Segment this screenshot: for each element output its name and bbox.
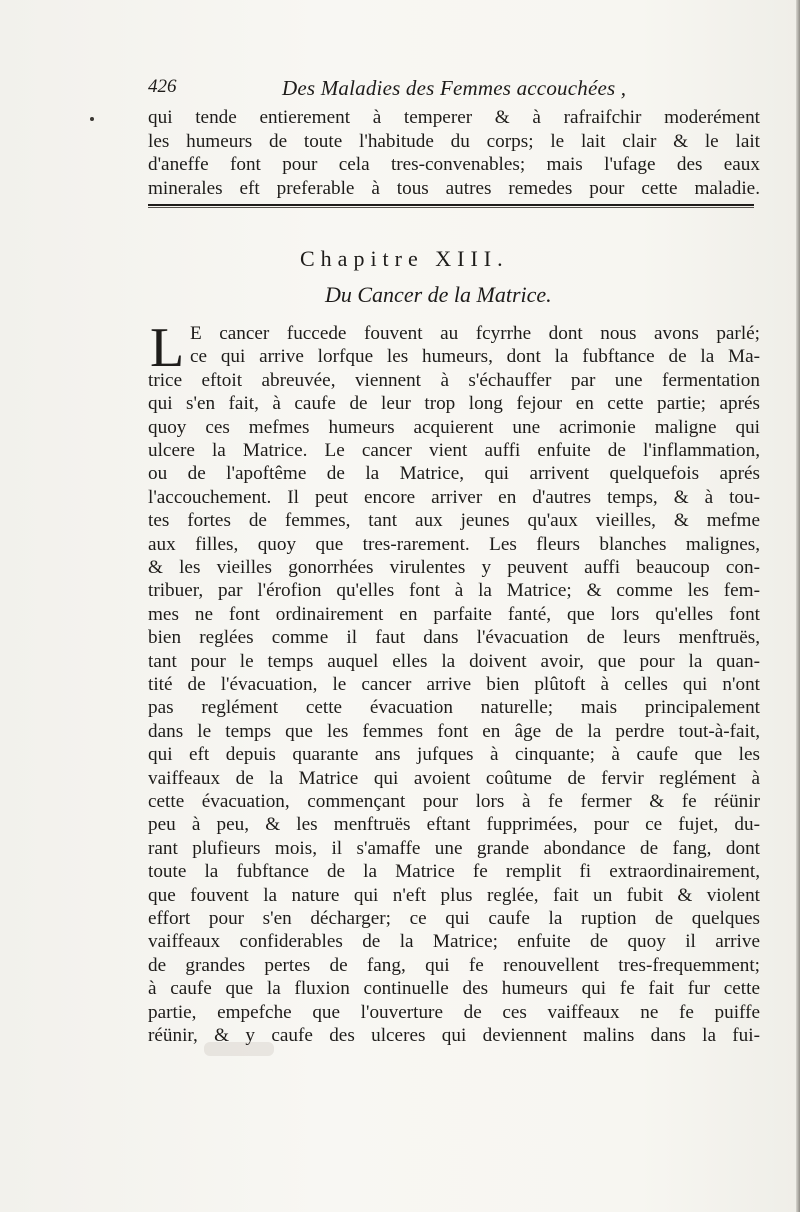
text-line: tant pour le temps auquel elles la doivent avoir, que pour la quan-: [148, 650, 760, 672]
ink-smudge: [204, 1042, 274, 1056]
page-header: [148, 76, 668, 102]
text-line: qui tende entierement à temperer & à rafraifchir moderément: [148, 107, 760, 128]
text-line: qui eft depuis quarante ans jufques à cinquante; à caufe que les: [148, 744, 760, 766]
text-line: dans le temps que les femmes font en âge de la perdre tout-à-fait,: [148, 720, 760, 742]
text-line: tribuer, par l'érofion qu'elles font à la Matrice; & comme les fem-: [148, 580, 760, 602]
text-line: qui s'en fait, à caufe de leur trop long fejour en cette partie; aprés: [148, 393, 760, 415]
page-edge-shadow: [796, 0, 800, 1212]
text-line: cette évacuation, commençant pour lors à fe fermer & fe réünir: [148, 791, 760, 812]
text-line: rant plufieurs mois, il s'amaffe une grande abondance de fang, dont: [148, 837, 760, 859]
text-line: partie, empefche que l'ouverture de ces vaiffeaux ne fe puiffe: [148, 1001, 760, 1023]
chapter-heading: Chapitre XIII.: [300, 246, 509, 271]
text-line: mes ne font ordinairement en parfaite fanté, que lors qu'elles font: [148, 603, 760, 625]
text-line: E cancer fuccede fouvent au fcyrrhe dont nous avons parlé;: [190, 323, 760, 344]
drop-cap: L: [150, 317, 185, 379]
page-number: 426: [148, 76, 177, 97]
text-line: réünir, & y caufe des ulceres qui deviennent malins dans la fui-: [148, 1025, 760, 1046]
text-line: à caufe que la fluxion continuelle des humeurs qui fe fait fur cette: [148, 978, 760, 1000]
text-line: quoy ces mefmes humeurs acquierent une acrimonie maligne qui: [148, 416, 760, 438]
text-line: aux filles, quoy que tres-rarement. Les fleurs blanches malignes,: [148, 533, 760, 555]
chapter-subtitle: Du Cancer de la Matrice.: [325, 282, 552, 307]
text-line: peu à peu, & les menftruës eftant fupprimées, pour ce fujet, du-: [148, 814, 760, 836]
text-line: les humeurs de toute l'habitude du corps; le lait clair & le lait: [148, 130, 760, 152]
text-line: pas reglément cette évacuation naturelle; mais principalement: [148, 697, 760, 719]
chapter-rule-thin: [148, 207, 754, 208]
text-line: tité de l'évacuation, le cancer arrive bien plûtoft à celles qui n'ont: [148, 674, 760, 695]
text-line: ou de l'apoftême de la Matrice, qui arrivent quelquefois aprés: [148, 463, 760, 485]
text-line: ce qui arrive lorfque les humeurs, dont la fubftance de la Ma-: [190, 346, 760, 368]
chapter-rule-thick: [148, 204, 754, 206]
text-line: l'accouchement. Il peut encore arriver en d'autres temps, & à tou-: [148, 486, 760, 508]
text-line: minerales eft preferable à tous autres remedes pour cette maladie.: [148, 177, 760, 199]
text-line: d'aneffe font pour cela tres-convenables; mais l'ufage des eaux: [148, 154, 760, 175]
text-line: tes fortes de femmes, tant aux jeunes qu'aux vieilles, & mefme: [148, 510, 760, 532]
text-line: vaiffeaux confiderables de la Matrice; enfuite de quoy il arrive: [148, 931, 760, 953]
text-line: vaiffeaux de la Matrice qui avoient coûtume de fervir reglément à: [148, 767, 760, 789]
text-line: & les vieilles gonorrhées virulentes y peuvent auffi beaucoup con-: [148, 557, 760, 578]
text-line: effort pour s'en décharger; ce qui caufe la ruption de quelques: [148, 908, 760, 929]
ink-speck: [90, 117, 94, 121]
running-title: Des Maladies des Femmes accouchées ,: [282, 76, 627, 100]
text-line: ulcere la Matrice. Le cancer vient auffi enfuite de l'inflammation,: [148, 440, 760, 461]
text-line: toute la fubftance de la Matrice fe remplit fi extraordinairement,: [148, 861, 760, 883]
text-line: de grandes pertes de fang, qui fe renouvellent tres-frequemment;: [148, 954, 760, 976]
text-line: bien reglées comme il faut dans l'évacuation de leurs menftruës,: [148, 627, 760, 649]
text-line: que fouvent la nature qui n'eft plus reglée, fait un fubit & violent: [148, 884, 760, 906]
text-line: trice eftoit abreuvée, viennent à s'échauffer par une fermentation: [148, 369, 760, 391]
